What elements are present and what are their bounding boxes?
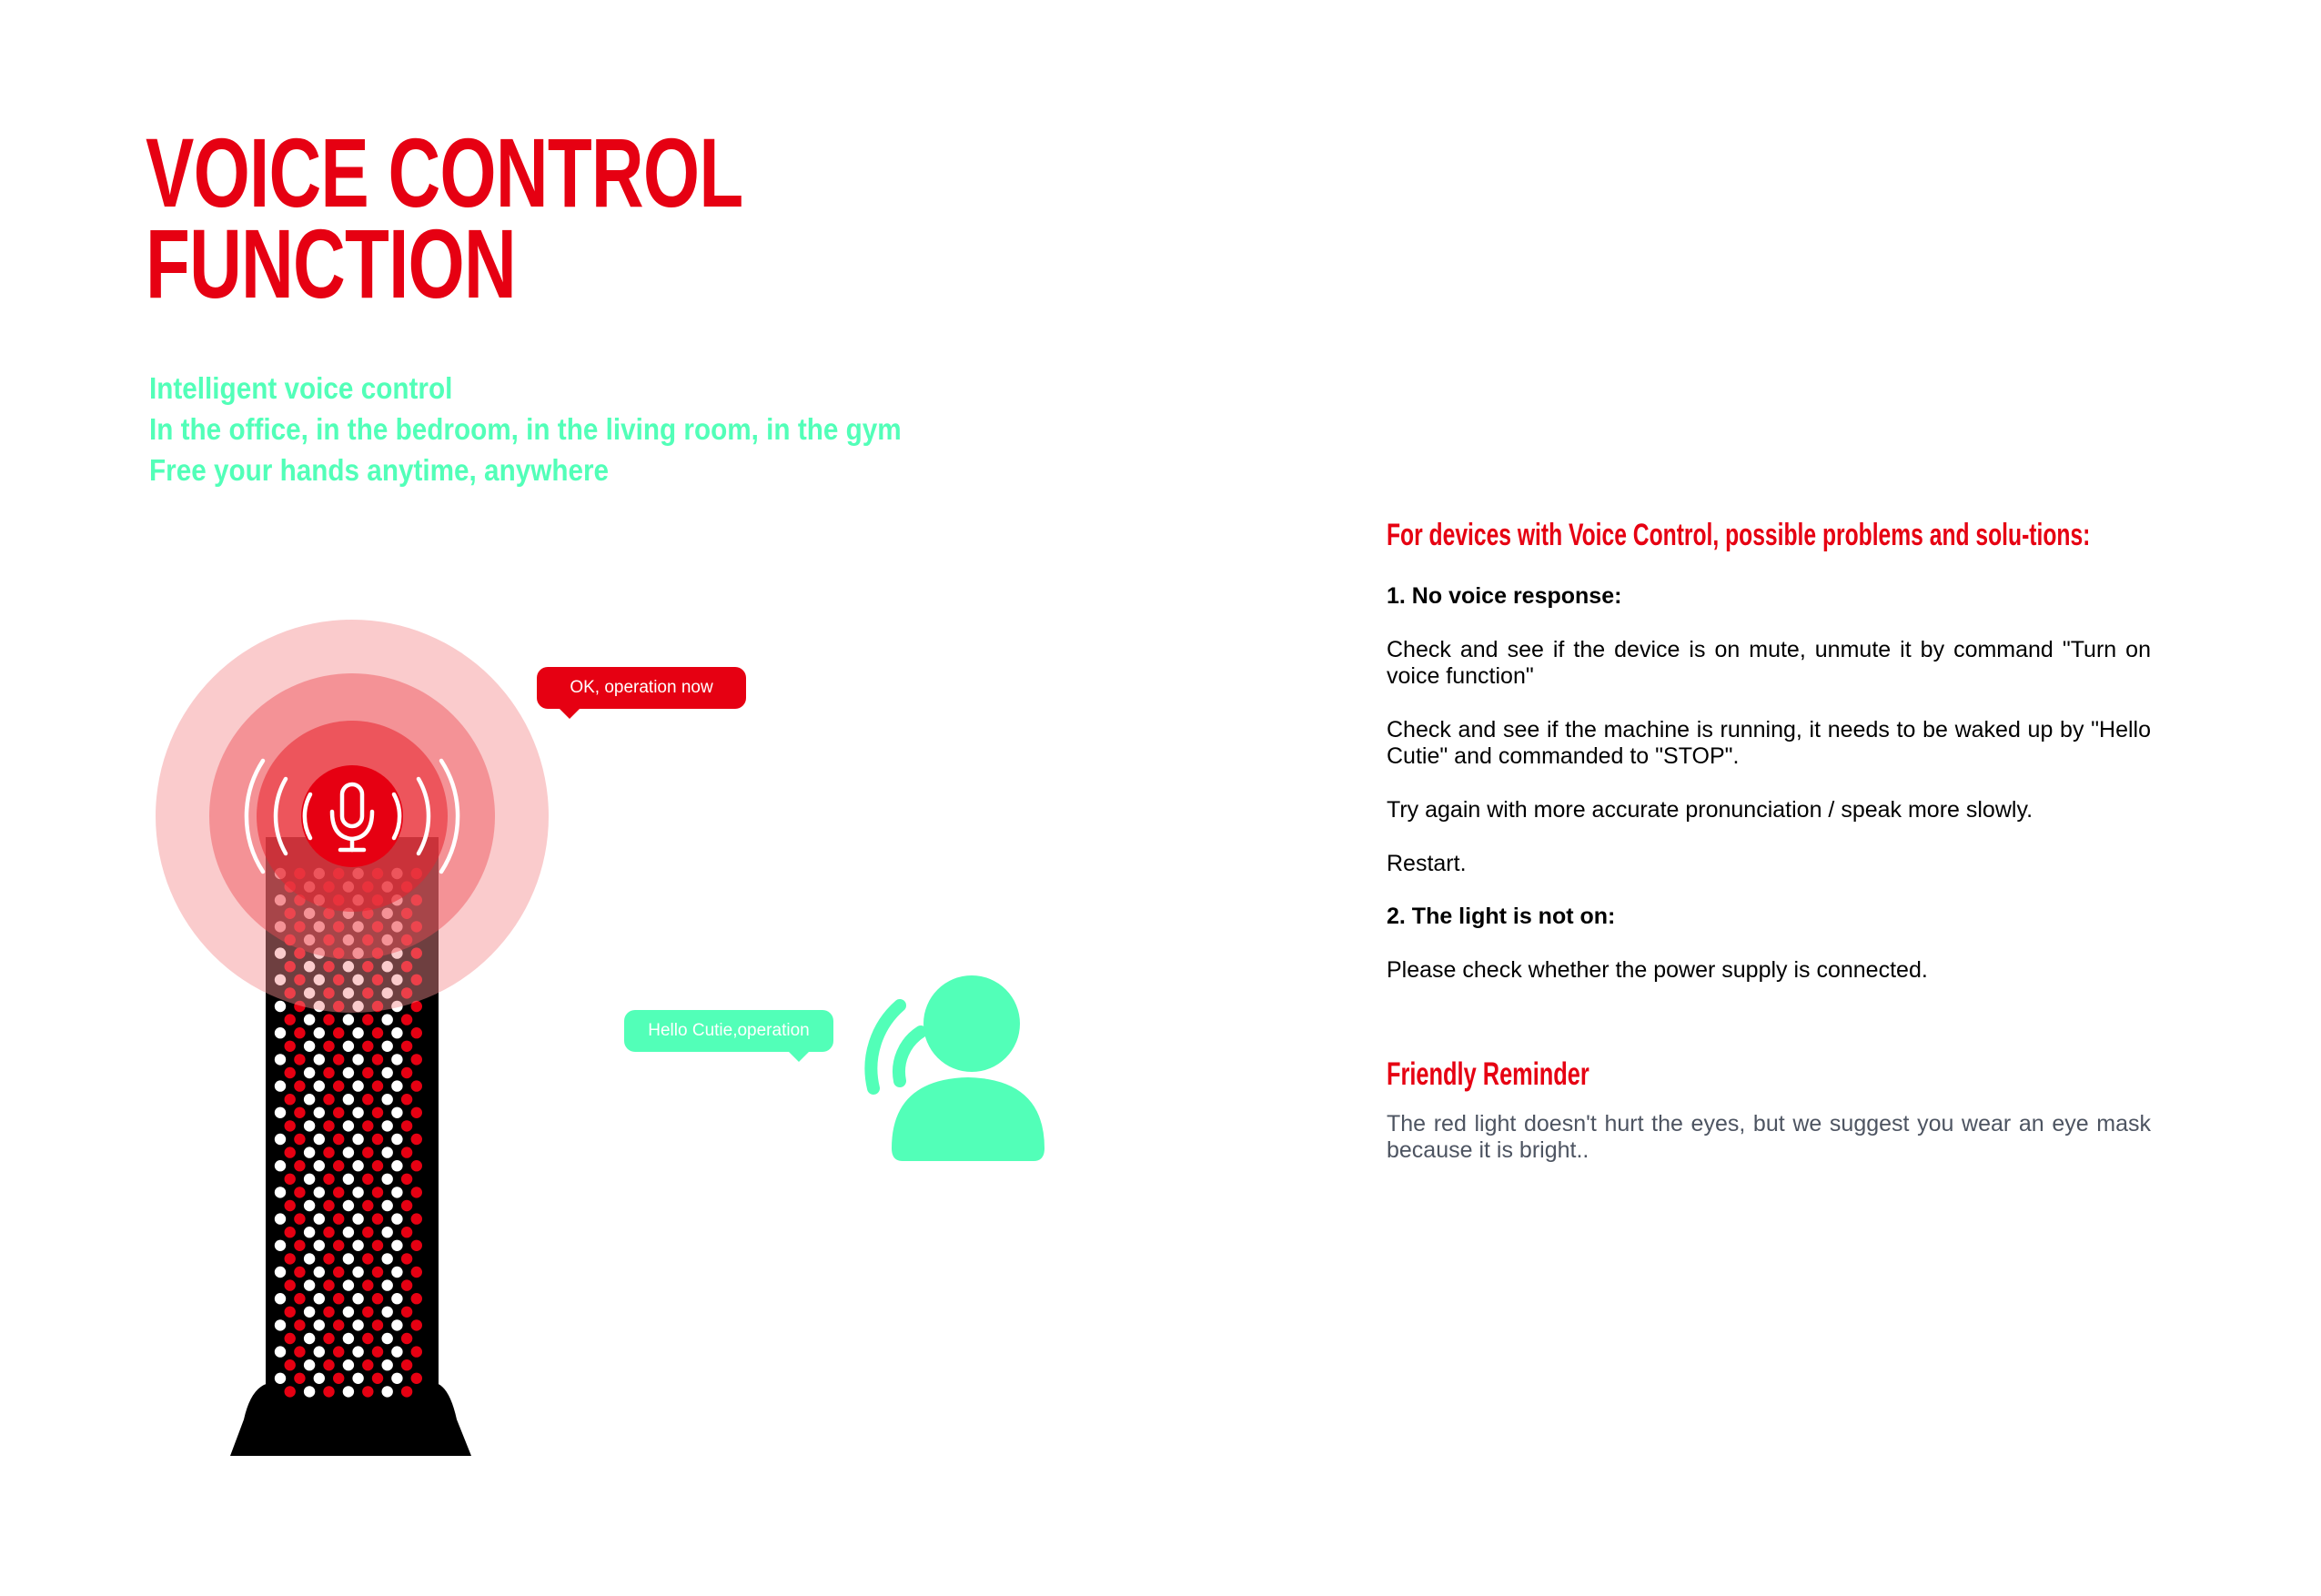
led-dot: [294, 1267, 305, 1278]
led-dot: [314, 1373, 325, 1384]
led-dot: [275, 1160, 286, 1171]
led-dot: [333, 1080, 344, 1091]
led-dot: [304, 1200, 315, 1211]
led-dot: [352, 1080, 363, 1091]
led-dot: [352, 1293, 363, 1304]
led-dot: [304, 1307, 315, 1318]
led-dot: [411, 1134, 422, 1145]
led-dot: [323, 1094, 334, 1105]
led-dot: [314, 1267, 325, 1278]
led-dot: [401, 1120, 412, 1131]
led-dot: [294, 1054, 305, 1065]
solution-text: Try again with more accurate pronunciation / speak more slowly.: [1387, 797, 2033, 823]
led-dot: [333, 1293, 344, 1304]
led-dot: [372, 1160, 383, 1171]
led-dot: [304, 1386, 315, 1397]
led-dot: [333, 1267, 344, 1278]
led-dot: [362, 1227, 373, 1237]
led-dot: [314, 1027, 325, 1038]
person-icon: [892, 975, 1044, 1161]
led-dot: [362, 1094, 373, 1105]
led-dot: [343, 1253, 354, 1264]
led-dot: [304, 1146, 315, 1157]
led-dot: [411, 1346, 422, 1357]
led-dot: [362, 1359, 373, 1370]
led-dot: [285, 1174, 296, 1185]
led-dot: [362, 1279, 373, 1290]
led-dot: [382, 1279, 393, 1290]
led-dot: [391, 1134, 402, 1145]
led-dot: [401, 1227, 412, 1237]
led-dot: [285, 1146, 296, 1157]
led-dot: [275, 1319, 286, 1330]
device-reply-bubble: OK, operation now: [537, 667, 746, 709]
led-dot: [352, 1107, 363, 1118]
led-dot: [391, 1346, 402, 1357]
led-dot: [323, 1386, 334, 1397]
led-dot: [314, 1346, 325, 1357]
led-dot: [323, 1146, 334, 1157]
led-dot: [352, 1054, 363, 1065]
troubleshooting-panel: [1387, 514, 2151, 1164]
led-dot: [294, 1346, 305, 1357]
led-dot: [343, 1227, 354, 1237]
led-dot: [304, 1014, 315, 1025]
led-dot: [391, 1373, 402, 1384]
led-dot: [285, 1307, 296, 1318]
led-dot: [382, 1067, 393, 1078]
led-dot: [343, 1120, 354, 1131]
led-dot: [372, 1107, 383, 1118]
page-title-line-1: VOICE CONTROL: [146, 117, 743, 227]
solution-text: Restart.: [1387, 851, 1467, 876]
led-dot: [285, 1333, 296, 1344]
led-dot: [401, 1279, 412, 1290]
led-dot: [411, 1054, 422, 1065]
led-dot: [323, 1279, 334, 1290]
led-dot: [401, 1146, 412, 1157]
led-dot: [285, 1227, 296, 1237]
led-dot: [401, 1386, 412, 1397]
led-dot: [294, 1187, 305, 1197]
led-dot: [401, 1094, 412, 1105]
led-dot: [323, 1227, 334, 1237]
led-dot: [304, 1279, 315, 1290]
led-dot: [343, 1067, 354, 1078]
led-dot: [401, 1174, 412, 1185]
led-dot: [382, 1014, 393, 1025]
led-dot: [285, 1253, 296, 1264]
led-dot: [372, 1027, 383, 1038]
page-title-line-2: FUNCTION: [146, 208, 516, 318]
led-dot: [285, 1120, 296, 1131]
led-dot: [304, 1253, 315, 1264]
led-dot: [382, 1386, 393, 1397]
led-dot: [285, 1359, 296, 1370]
led-dot: [294, 1240, 305, 1251]
led-dot: [275, 1027, 286, 1038]
led-dot: [382, 1120, 393, 1131]
led-dot: [294, 1080, 305, 1091]
led-dot: [343, 1386, 354, 1397]
led-dot: [391, 1319, 402, 1330]
led-dot: [362, 1386, 373, 1397]
led-dot: [352, 1346, 363, 1357]
led-dot: [304, 1120, 315, 1131]
led-dot: [323, 1014, 334, 1025]
led-dot: [323, 1307, 334, 1318]
led-dot: [314, 1240, 325, 1251]
led-dot: [382, 1174, 393, 1185]
led-dot: [362, 1014, 373, 1025]
troubleshooting-heading: For devices with Voice Control, possible problems and solu-tions:: [1387, 518, 2091, 552]
led-dot: [411, 1187, 422, 1197]
led-dot: [323, 1333, 334, 1344]
led-dot: [343, 1200, 354, 1211]
tagline: In the office, in the bedroom, in the living room, in the gym: [149, 412, 902, 446]
led-dot: [411, 1027, 422, 1038]
led-dot: [411, 1319, 422, 1330]
led-dot: [372, 1293, 383, 1304]
led-dot: [391, 1187, 402, 1197]
led-dot: [372, 1213, 383, 1224]
led-dot: [294, 1293, 305, 1304]
reminder-title: Friendly Reminder: [1387, 1056, 1589, 1092]
tagline: Intelligent voice control: [149, 371, 453, 405]
led-dot: [285, 1386, 296, 1397]
led-dot: [323, 1120, 334, 1131]
led-dot: [294, 1134, 305, 1145]
led-dot: [333, 1054, 344, 1065]
led-dot: [275, 1001, 286, 1012]
user-command-bubble: Hello Cutie,operation: [624, 1010, 833, 1052]
led-dot: [382, 1333, 393, 1344]
led-dot: [275, 1213, 286, 1224]
led-dot: [382, 1253, 393, 1264]
led-dot: [401, 1359, 412, 1370]
led-dot: [352, 1187, 363, 1197]
led-dot: [362, 1067, 373, 1078]
led-dot: [362, 1041, 373, 1052]
led-dot: [285, 1094, 296, 1105]
led-dot: [372, 1054, 383, 1065]
led-dot: [391, 1027, 402, 1038]
led-dot: [275, 1373, 286, 1384]
solution-text: Check and see if the machine is running, it needs to be waked up by "Hello Cutie" and commanded to "STOP".: [1387, 717, 2151, 769]
led-dot: [314, 1293, 325, 1304]
led-dot: [275, 1134, 286, 1145]
led-dot: [304, 1041, 315, 1052]
led-dot: [314, 1319, 325, 1330]
led-dot: [401, 1041, 412, 1052]
led-dot: [275, 1240, 286, 1251]
led-dot: [343, 1041, 354, 1052]
led-dot: [275, 1054, 286, 1065]
led-dot: [304, 1094, 315, 1105]
led-dot: [382, 1041, 393, 1052]
led-dot: [352, 1373, 363, 1384]
led-dot: [411, 1213, 422, 1224]
led-dot: [275, 1346, 286, 1357]
led-dot: [343, 1307, 354, 1318]
led-dot: [382, 1307, 393, 1318]
led-dot: [304, 1333, 315, 1344]
led-dot: [343, 1146, 354, 1157]
led-dot: [391, 1213, 402, 1224]
led-dot: [401, 1253, 412, 1264]
led-dot: [362, 1120, 373, 1131]
led-dot: [343, 1174, 354, 1185]
led-dot: [411, 1160, 422, 1171]
led-dot: [294, 1319, 305, 1330]
led-dot: [372, 1080, 383, 1091]
led-dot: [352, 1240, 363, 1251]
led-dot: [314, 1054, 325, 1065]
led-dot: [411, 1240, 422, 1251]
led-dot: [285, 1014, 296, 1025]
led-dot: [382, 1227, 393, 1237]
led-dot: [362, 1333, 373, 1344]
led-dot: [382, 1146, 393, 1157]
led-dot: [411, 1373, 422, 1384]
led-dot: [362, 1307, 373, 1318]
led-dot: [372, 1346, 383, 1357]
led-dot: [401, 1200, 412, 1211]
led-dot: [352, 1319, 363, 1330]
led-dot: [352, 1213, 363, 1224]
led-dot: [314, 1160, 325, 1171]
led-dot: [304, 1359, 315, 1370]
led-dot: [362, 1200, 373, 1211]
led-dot: [285, 1279, 296, 1290]
led-dot: [411, 1107, 422, 1118]
led-dot: [391, 1080, 402, 1091]
led-dot: [343, 1279, 354, 1290]
led-dot: [411, 1080, 422, 1091]
led-dot: [314, 1080, 325, 1091]
led-dot: [314, 1107, 325, 1118]
led-dot: [314, 1213, 325, 1224]
led-dot: [343, 1014, 354, 1025]
led-dot: [372, 1187, 383, 1197]
led-dot: [411, 1293, 422, 1304]
led-dot: [391, 1240, 402, 1251]
led-dot: [411, 1267, 422, 1278]
led-dot: [333, 1346, 344, 1357]
led-dot: [352, 1027, 363, 1038]
led-dot: [275, 1267, 286, 1278]
led-dot: [352, 1160, 363, 1171]
led-dot: [352, 1134, 363, 1145]
led-dot: [401, 1014, 412, 1025]
problem-title: 1. No voice response:: [1387, 583, 1622, 609]
led-dot: [323, 1200, 334, 1211]
led-dot: [401, 1067, 412, 1078]
led-dot: [343, 1333, 354, 1344]
led-dot: [391, 1160, 402, 1171]
reminder-text: The red light doesn't hurt the eyes, but we suggest you wear an eye mask because it is bright..: [1387, 1111, 2151, 1163]
led-dot: [304, 1174, 315, 1185]
led-dot: [362, 1253, 373, 1264]
led-dot: [333, 1027, 344, 1038]
led-dot: [304, 1067, 315, 1078]
led-dot: [314, 1134, 325, 1145]
led-dot: [275, 1187, 286, 1197]
led-dot: [323, 1253, 334, 1264]
led-dot: [382, 1359, 393, 1370]
led-dot: [372, 1267, 383, 1278]
led-dot: [372, 1240, 383, 1251]
led-dot: [382, 1094, 393, 1105]
led-dot: [333, 1373, 344, 1384]
led-dot: [391, 1293, 402, 1304]
led-dot: [391, 1107, 402, 1118]
led-dot: [314, 1187, 325, 1197]
led-dot: [391, 1054, 402, 1065]
led-dot: [372, 1373, 383, 1384]
led-dot: [333, 1160, 344, 1171]
led-dot: [323, 1067, 334, 1078]
led-dot: [333, 1187, 344, 1197]
led-dot: [275, 1293, 286, 1304]
led-dot: [343, 1359, 354, 1370]
led-dot: [382, 1200, 393, 1211]
led-dot: [352, 1267, 363, 1278]
solution-text: Check and see if the device is on mute, unmute it by command "Turn on voice function": [1387, 637, 2151, 689]
led-dot: [391, 1267, 402, 1278]
led-dot: [333, 1240, 344, 1251]
solution-text: Please check whether the power supply is connected.: [1387, 957, 1928, 983]
led-dot: [294, 1373, 305, 1384]
led-dot: [285, 1041, 296, 1052]
problem-title: 2. The light is not on:: [1387, 904, 1616, 929]
led-dot: [372, 1319, 383, 1330]
led-dot: [372, 1134, 383, 1145]
led-dot: [285, 1200, 296, 1211]
led-dot: [343, 1094, 354, 1105]
led-dot: [401, 1333, 412, 1344]
led-dot: [401, 1307, 412, 1318]
led-dot: [323, 1174, 334, 1185]
led-dot: [333, 1213, 344, 1224]
led-dot: [333, 1107, 344, 1118]
led-dot: [294, 1213, 305, 1224]
led-dot: [333, 1134, 344, 1145]
led-dot: [285, 1067, 296, 1078]
led-dot: [304, 1227, 315, 1237]
led-dot: [362, 1146, 373, 1157]
voice-wave-icon: [871, 1005, 921, 1088]
led-dot: [323, 1359, 334, 1370]
led-dot: [362, 1174, 373, 1185]
led-dot: [294, 1160, 305, 1171]
led-dot: [333, 1319, 344, 1330]
led-dot: [275, 1080, 286, 1091]
led-dot: [294, 1107, 305, 1118]
led-dot: [323, 1041, 334, 1052]
led-dot: [294, 1027, 305, 1038]
tagline: Free your hands anytime, anywhere: [149, 453, 610, 487]
led-dot: [275, 1107, 286, 1118]
